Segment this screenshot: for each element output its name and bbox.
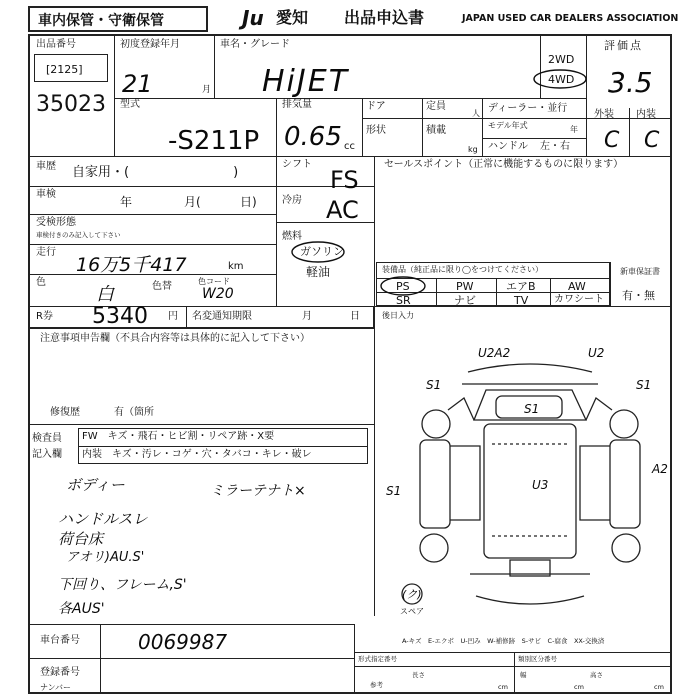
model-code-label: 型式 xyxy=(120,99,140,110)
equip-navi: ナビ xyxy=(454,294,476,307)
model-name-value: HiJET xyxy=(262,64,350,99)
shift-value: FS xyxy=(330,166,359,194)
inspector-label-1: 検査員 xyxy=(32,433,62,444)
color-label: 色 xyxy=(36,277,46,288)
inspection-year-unit: 年 xyxy=(120,195,133,209)
inspection-label: 車検 xyxy=(36,189,56,200)
spare-label: スペア xyxy=(400,607,424,616)
hw-note-body: ボディー xyxy=(66,476,125,494)
interior-value: C xyxy=(644,128,660,153)
equip-pw: PW xyxy=(456,280,474,293)
model-year-label: モデル年式 xyxy=(488,121,528,130)
cert-class-label: 類別区分番号 xyxy=(518,655,557,663)
displacement-value: 0.65 xyxy=(284,122,342,152)
history-label: 車歴 xyxy=(36,161,56,172)
fuel-gasoline: ガソリン xyxy=(300,245,344,258)
diagram-mark-s1-side: S1 xyxy=(386,484,402,498)
equip-tv: TV xyxy=(514,294,529,307)
after-input-label: 後日入力 xyxy=(382,311,414,320)
acceptance-note: 車検付きのみ記入して下さい xyxy=(36,231,121,239)
damage-legend: A-キズ E-エクボ U-凹み W-補修跡 S-サビ C-腐食 XX-交換済 xyxy=(402,637,605,645)
color-value: 白 xyxy=(96,284,114,305)
diagram-mark-spare: (ク) xyxy=(402,588,422,601)
recycle-value: 5340 xyxy=(92,304,148,329)
inspection-month-unit: 月( xyxy=(184,195,201,209)
sales-point-label: セールスポイント（正常に機能するものに限ります） xyxy=(384,159,624,170)
door-label: ドア xyxy=(366,101,386,112)
plate-row-label: ナンバー xyxy=(40,683,72,692)
equip-ps: PS xyxy=(396,280,410,293)
cert-length-label: 長さ xyxy=(412,671,425,679)
diagram-mark-u2a2: U2A2 xyxy=(478,346,511,360)
registration-year: 21 xyxy=(122,70,153,98)
mileage-value: 16万5千417 xyxy=(76,254,187,276)
association-name: JAPAN USED CAR DEALERS ASSOCIATION xyxy=(462,13,679,24)
hw-note-handle: ハンドルスレ xyxy=(58,510,148,528)
cert-width-label: 幅 xyxy=(520,671,527,679)
lot-sub-code: [2125] xyxy=(46,63,83,76)
chassis-label: 車台番号 xyxy=(40,635,80,646)
equip-sr: SR xyxy=(396,294,411,307)
region-name: 愛知 xyxy=(276,8,309,27)
interior-label: 内装 xyxy=(636,109,656,120)
registration-number-label: 登録番号 xyxy=(40,667,80,678)
hw-note-gate: アオリ)AU.S' xyxy=(66,550,145,565)
handle-value: 左・右 xyxy=(540,141,570,152)
aircon-value: AC xyxy=(326,196,359,224)
cert-height-label: 高さ xyxy=(590,671,603,679)
notice-label: 名変通知期限 xyxy=(192,311,252,322)
model-code-value: -S211P xyxy=(168,126,260,156)
model-year-unit: 年 xyxy=(570,125,578,134)
cert-length-unit: cm xyxy=(498,683,508,691)
chassis-value: 0069987 xyxy=(138,630,228,654)
handle-label: ハンドル xyxy=(488,141,528,152)
history-value: 自家用・( ) xyxy=(72,165,239,180)
lot-number: 35023 xyxy=(36,92,106,117)
warranty-label: 新車保証書 xyxy=(620,267,660,276)
inspector-interior-row: 内装 キズ・汚レ・コゲ・穴・タバコ・キレ・破レ xyxy=(82,449,312,460)
notice-day: 日 xyxy=(350,311,360,322)
inspector-exterior-row: FW キズ・飛石・ヒビ割・リペア跡・X要 xyxy=(82,431,275,442)
color-code-label: 色コード xyxy=(198,277,230,286)
cert-table xyxy=(354,652,672,694)
mileage-label: 走行 xyxy=(36,247,56,258)
diagram-mark-a2: A2 xyxy=(652,462,668,476)
drive-4wd: 4WD xyxy=(548,73,575,86)
color-change-label: 色替 xyxy=(152,281,172,292)
inspector-label-2: 記入欄 xyxy=(32,449,62,460)
diagram-mark-s1-right: S1 xyxy=(636,378,652,392)
repair-label: 修復歴 xyxy=(50,407,80,418)
registration-label: 初度登録年月 xyxy=(120,39,180,50)
equipment-label: 装備品（純正品に限り◯をつけてください） xyxy=(382,265,543,274)
form-title: 出品申込書 xyxy=(344,8,425,27)
fuel-diesel: 軽油 xyxy=(306,265,331,279)
model-name-label: 車名・グレード xyxy=(220,39,290,50)
capacity-unit: 人 xyxy=(472,109,480,118)
aircon-label: 冷房 xyxy=(282,195,302,206)
fuel-label: 燃料 xyxy=(282,231,302,242)
displacement-unit: cc xyxy=(344,141,355,152)
hw-note-bed: 荷台床 xyxy=(58,530,104,548)
mileage-unit: km xyxy=(228,261,244,272)
load-unit: kg xyxy=(468,145,478,154)
exterior-label: 外装 xyxy=(594,109,614,120)
score-label: 評価点 xyxy=(604,39,643,52)
repair-value: 有（箇所 xyxy=(114,407,154,418)
capacity-label: 定員 xyxy=(426,101,446,112)
drive-2wd: 2WD xyxy=(548,53,575,66)
equip-aw: AW xyxy=(568,280,586,293)
storage-badge-text: 車内保管・守衛保管 xyxy=(38,13,164,29)
notice-month: 月 xyxy=(302,311,312,322)
equip-leather: カワシート xyxy=(554,294,604,305)
cert-ref-label: 参考 xyxy=(370,681,383,689)
shift-label: シフト xyxy=(282,159,312,170)
dealer-label: ディーラー・並行 xyxy=(488,103,568,114)
notes-label: 注意事項申告欄（不具合内容等は具体的に記入して下さい） xyxy=(40,333,310,344)
cert-shape-label: 形式指定番号 xyxy=(358,655,397,663)
hw-note-all: 各AUS' xyxy=(58,601,105,617)
diagram-mark-s1-left: S1 xyxy=(426,378,442,392)
inspection-day-unit: 日) xyxy=(240,195,257,209)
color-code-value: W20 xyxy=(202,286,234,302)
lot-label: 出品番号 xyxy=(36,39,76,50)
ju-logo: Ju xyxy=(242,6,264,30)
equip-airbag: エアB xyxy=(506,280,536,293)
acceptance-label: 受検形態 xyxy=(36,217,76,228)
recycle-unit: 円 xyxy=(168,311,178,322)
hw-note-mirror: ミラーテナト× xyxy=(210,483,306,499)
recycle-label: R券 xyxy=(36,311,53,322)
warranty-value: 有・無 xyxy=(622,289,655,302)
shape-label: 形状 xyxy=(366,125,386,136)
registration-month-unit: 月 xyxy=(202,85,212,95)
diagram-mark-u2: U2 xyxy=(588,346,605,360)
diagram-mark-u3: U3 xyxy=(532,478,549,492)
exterior-value: C xyxy=(604,128,620,153)
displacement-label: 排気量 xyxy=(282,99,312,110)
cert-height-unit: cm xyxy=(654,683,664,691)
load-label: 積載 xyxy=(426,125,446,136)
cert-width-unit: cm xyxy=(574,683,584,691)
diagram-mark-s1-center: S1 xyxy=(524,402,540,416)
score-value: 3.5 xyxy=(608,66,653,99)
hw-note-under: 下回り、フレーム,S' xyxy=(58,577,187,593)
